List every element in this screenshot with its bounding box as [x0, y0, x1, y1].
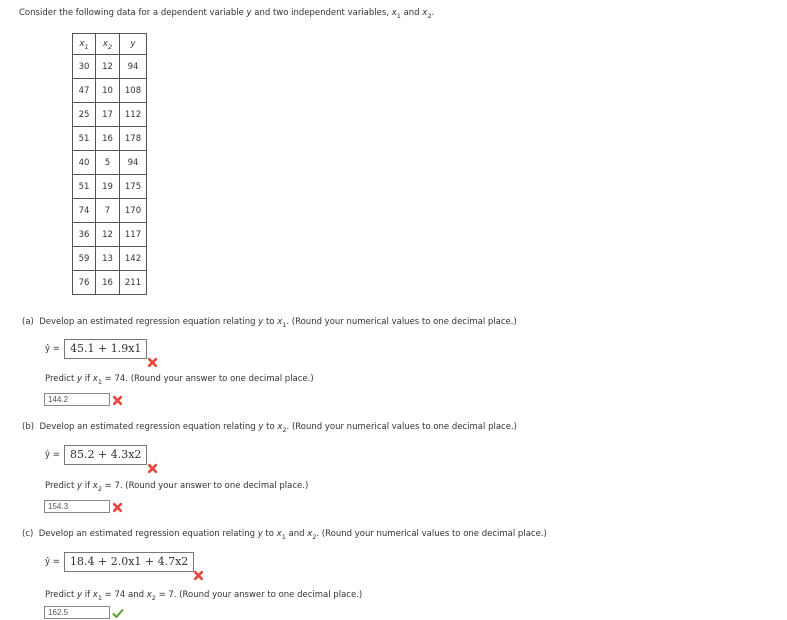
cell-y: 108: [120, 79, 147, 103]
x-mark-icon: [112, 502, 123, 513]
part-c-predict-x2: x: [146, 590, 152, 600]
part-a-question-text: Develop an estimated regression equation relating: [39, 317, 259, 327]
data-table: [72, 33, 147, 295]
part-a-to: to: [263, 317, 278, 327]
table-row: [73, 247, 147, 271]
part-a-yhat-label: ŷ =: [45, 344, 60, 354]
cell-y: 94: [120, 55, 147, 79]
header-x1: $x_1$: [73, 34, 96, 55]
cell-x2: 19: [96, 175, 120, 199]
part-a-predict-prompt: [45, 374, 314, 384]
part-b-yhat-label: ŷ =: [45, 450, 60, 460]
cell-x1: 51: [73, 175, 96, 199]
check-mark-icon: [112, 608, 124, 619]
table-row: [73, 223, 147, 247]
table-header-row: [73, 34, 147, 55]
part-a-sub: 1: [282, 321, 287, 329]
part-c-question: [22, 529, 547, 539]
cell-x1: 51: [73, 127, 96, 151]
part-c-predict-if: if: [82, 590, 93, 600]
part-c-predict-mid: = 74 and: [101, 590, 147, 600]
part-b-var-y: y: [258, 422, 264, 432]
cell-y: 142: [120, 247, 147, 271]
part-c-question-text: Develop an estimated regression equation relating: [38, 529, 258, 539]
part-b-predict-sub: 2: [97, 485, 102, 493]
intro-and: and: [400, 8, 423, 18]
part-c-predict-sub2: 2: [151, 594, 156, 602]
cell-y: 175: [120, 175, 147, 199]
table-body: [73, 55, 147, 295]
part-a-var-x: x: [277, 317, 283, 327]
cell-x2: 12: [96, 55, 120, 79]
cell-x1: 40: [73, 151, 96, 175]
part-c-equation-field[interactable]: 18.4 + 2.0x1 + 4.7x2: [64, 552, 194, 572]
cell-x1: 74: [73, 199, 96, 223]
cell-x1: 47: [73, 79, 96, 103]
cell-y: 94: [120, 151, 147, 175]
x-mark-icon: [193, 570, 204, 581]
part-a-instructions: . (Round your numerical values to one decimal place.): [286, 317, 517, 327]
intro-var-x1: x: [391, 8, 397, 18]
part-b-prediction-field[interactable]: 154.3: [44, 500, 110, 513]
part-c-var-x1: x: [276, 529, 282, 539]
header-x2: $x_2$: [96, 34, 120, 55]
part-c-predict-text: Predict: [45, 590, 77, 600]
cell-y: 211: [120, 271, 147, 295]
cell-x2: 13: [96, 247, 120, 271]
part-c-var-x2: x: [307, 529, 313, 539]
part-b-predict-text: Predict: [45, 481, 77, 491]
table-row: [73, 127, 147, 151]
part-b-predict-prompt: [45, 481, 308, 491]
part-c-predict-prompt: [45, 590, 362, 600]
part-b-sub: 2: [282, 426, 287, 434]
cell-x1: 76: [73, 271, 96, 295]
part-b-predict-y: y: [76, 481, 83, 491]
part-b-instructions: . (Round your numerical values to one decimal place.): [286, 422, 517, 432]
cell-y: 117: [120, 223, 147, 247]
part-a-predict-y: y: [76, 374, 83, 384]
table-row: [73, 103, 147, 127]
x-mark-icon: [147, 357, 158, 368]
part-c-and: and: [285, 529, 308, 539]
part-c-sub-1: 1: [281, 533, 286, 541]
part-c-sub-2: 2: [312, 533, 317, 541]
cell-x1: 59: [73, 247, 96, 271]
part-a-var-y: y: [258, 317, 264, 327]
intro-sub-1: 1: [396, 12, 401, 20]
part-c-yhat-label: ŷ =: [45, 557, 60, 567]
part-c-predict-x1: x: [92, 590, 98, 600]
part-b-to: to: [263, 422, 278, 432]
part-b-var-x: x: [277, 422, 283, 432]
table-row: [73, 199, 147, 223]
intro-text: Consider the following data for a dependent variable: [19, 8, 247, 18]
problem-intro: [19, 8, 434, 18]
part-a-predict-text: Predict: [45, 374, 77, 384]
part-a-predict-instructions: = 74. (Round your answer to one decimal place.): [101, 374, 314, 384]
part-c-predict-instructions: = 7. (Round your answer to one decimal place.): [155, 590, 363, 600]
intro-sub-2: 2: [427, 12, 432, 20]
cell-x2: 16: [96, 127, 120, 151]
part-a-label: (a): [22, 317, 34, 327]
part-a-prediction-field[interactable]: 144.2: [44, 393, 110, 406]
cell-x2: 17: [96, 103, 120, 127]
cell-x1: 36: [73, 223, 96, 247]
cell-x2: 7: [96, 199, 120, 223]
cell-x2: 5: [96, 151, 120, 175]
part-c-instructions: . (Round your numerical values to one decimal place.): [316, 529, 547, 539]
part-a-question: [22, 317, 517, 327]
cell-y: 170: [120, 199, 147, 223]
cell-x1: 30: [73, 55, 96, 79]
intro-var-x2: x: [422, 8, 428, 18]
intro-var-y: y: [246, 8, 252, 18]
cell-x2: 16: [96, 271, 120, 295]
x-mark-icon: [112, 395, 123, 406]
header-y: y: [120, 34, 147, 55]
cell-y: 178: [120, 127, 147, 151]
part-b-predict-x: x: [92, 481, 98, 491]
table-row: [73, 271, 147, 295]
x-mark-icon: [147, 463, 158, 474]
table-row: [73, 55, 147, 79]
part-a-predict-sub: 1: [97, 378, 102, 386]
part-b-predict-if: if: [82, 481, 93, 491]
part-c-prediction-field[interactable]: 162.5: [44, 606, 110, 619]
part-c-label: (c): [22, 529, 34, 539]
part-c-predict-y: y: [76, 590, 83, 600]
cell-x2: 10: [96, 79, 120, 103]
part-b-question: [22, 422, 517, 432]
part-b-label: (b): [22, 422, 35, 432]
cell-x2: 12: [96, 223, 120, 247]
part-a-predict-if: if: [82, 374, 93, 384]
cell-x1: 25: [73, 103, 96, 127]
part-c-var-y: y: [257, 529, 263, 539]
cell-y: 112: [120, 103, 147, 127]
table-row: [73, 175, 147, 199]
part-b-question-text: Develop an estimated regression equation relating: [39, 422, 259, 432]
intro-text-mid: and two independent variables,: [251, 8, 392, 18]
table-row: [73, 151, 147, 175]
part-a-predict-x: x: [92, 374, 98, 384]
part-b-predict-instructions: = 7. (Round your answer to one decimal place.): [101, 481, 309, 491]
table-row: [73, 79, 147, 103]
part-b-equation-field[interactable]: 85.2 + 4.3x2: [64, 445, 147, 465]
part-c-predict-sub1: 1: [97, 594, 102, 602]
intro-end: .: [431, 8, 435, 18]
part-c-to: to: [262, 529, 277, 539]
part-a-equation-field[interactable]: 45.1 + 1.9x1: [64, 339, 147, 359]
